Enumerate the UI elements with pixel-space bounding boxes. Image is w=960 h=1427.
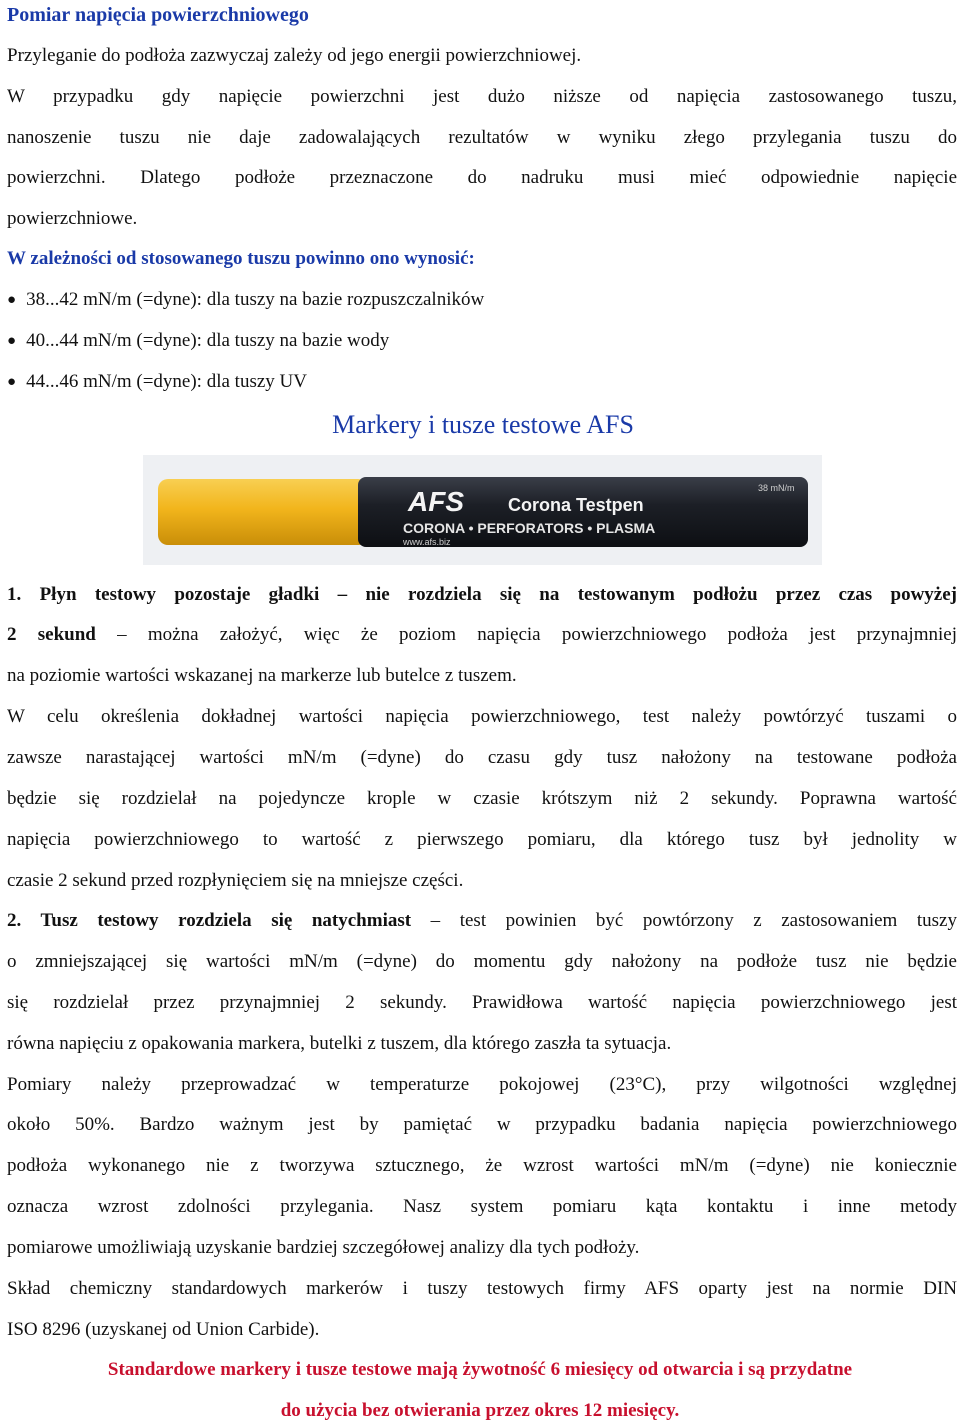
p3-emphasis: 2. Tusz testowy rozdziela się natychmiast [7, 910, 412, 931]
p2-line: W celu określenia dokładnej wartości napięcia powierzchniowego, test należy powtórzyć tuszami o [7, 706, 957, 727]
p3-line [7, 909, 957, 933]
bullet-item: ● 44...46 mN/m (=dyne): dla tuszy UV [7, 370, 957, 395]
p4-line: Pomiary należy przeprowadzać w temperaturze pokojowej (23°C), przy wilgotności względnej [7, 1074, 957, 1095]
p2-line: napięcia powierzchniowego to wartość z pierwszego pomiaru, dla którego tusz był jednolity w [7, 829, 957, 850]
p1-text: – można założyć, więc że poziom napięcia powierzchniowego podłoża jest przynajmniej [95, 624, 957, 645]
bullet-item: ● 40...44 mN/m (=dyne): dla tuszy na bazie wody [7, 329, 957, 354]
intro-line: nanoszenie tuszu nie daje zadowalających rezultatów w wyniku złego przylegania tuszu do [7, 127, 957, 148]
p5-line: ISO 8296 (uzyskanej od Union Carbide). [7, 1319, 320, 1340]
p3-line: równa napięciu z opakowania markera, butelki z tuszem, dla którego zaszła ta sytuacja. [7, 1033, 672, 1054]
marker-url: www.afs.biz [403, 537, 451, 547]
p1-line [7, 623, 957, 647]
intro-line: Przyleganie do podłoża zazwyczaj zależy od jego energii powierzchniowej. [7, 45, 582, 66]
marker-cap [158, 479, 368, 545]
marker-value: 38 mN/m [758, 483, 795, 493]
p5-line: Skład chemiczny standardowych markerów i tuszy testowych firmy AFS oparty jest na normie DIN [7, 1278, 957, 1299]
p1-emphasis: 2 sekund [7, 624, 96, 645]
p3-line: się rozdzielał przez przynajmniej 2 sekundy. Prawidłowa wartość napięcia powierzchniowego jest [7, 992, 957, 1013]
marker-brand: AFS [408, 486, 464, 517]
footer-note: do użycia bez otwierania przez okres 12 miesięcy. [280, 1400, 680, 1421]
p1-line: na poziomie wartości wskazanej na markerze lub butelce z tuszem. [7, 665, 517, 686]
p2-line: czasie 2 sekund przed rozpłynięciem się na mniejsze części. [7, 870, 464, 891]
p2-line: będzie się rozdzielał na pojedyncze krople w czasie krótszym niż 2 sekundy. Poprawna wartość [7, 788, 957, 809]
intro-line: W przypadku gdy napięcie powierzchni jest dużo niższe od napięcia zastosowanego tuszu, [7, 86, 957, 107]
p4-line: około 50%. Bardzo ważnym jest by pamiętać w przypadku badania napięcia powierzchniowego [7, 1114, 957, 1135]
intro-line: powierzchni. Dlatego podłoże przeznaczone do nadruku musi mieć odpowiednie napięcie [7, 167, 957, 188]
p2-line: zawsze narastającej wartości mN/m (=dyne) do czasu gdy tusz nałożony na testowane podłoża [7, 747, 957, 768]
marker-product: Corona Testpen [508, 495, 644, 515]
marker-image [143, 455, 822, 565]
subheading: W zależności od stosowanego tuszu powinno ono wynosić: [7, 248, 475, 269]
p3-text: – test powinien być powtórzony z zastosowaniem tuszy [411, 910, 957, 931]
p3-line: o zmniejszającej się wartości mN/m (=dyne) do momentu gdy nałożony na podłoże tusz nie będzie [7, 951, 957, 972]
footer-note: Standardowe markery i tusze testowe mają żywotność 6 miesięcy od otwarcia i są przydatne [107, 1359, 853, 1380]
p4-line: oznacza wzrost zdolności przylegania. Nasz system pomiaru kąta kontaktu i inne metody [7, 1196, 957, 1217]
p1-line: 1. Płyn testowy pozostaje gładki – nie rozdziela się na testowanym podłożu przez czas powyżej [7, 584, 957, 605]
bullet-item: ● 38...42 mN/m (=dyne): dla tuszy na bazie rozpuszczalników [7, 288, 957, 313]
marker-tagline: CORONA • PERFORATORS • PLASMA [403, 520, 656, 536]
intro-line: powierzchniowe. [7, 208, 138, 229]
page-heading: Pomiar napięcia powierzchniowego [7, 4, 309, 26]
p4-line: podłoża wykonanego nie z tworzywa sztucznego, że wzrost wartości mN/m (=dyne) nie koniecznie [7, 1155, 957, 1176]
section-title: Markery i tusze testowe AFS [332, 410, 634, 439]
p4-line: pomiarowe umożliwiają uzyskanie bardziej szczegółowej analizy dla tych podłoży. [7, 1237, 640, 1258]
testpen-illustration [158, 477, 808, 547]
